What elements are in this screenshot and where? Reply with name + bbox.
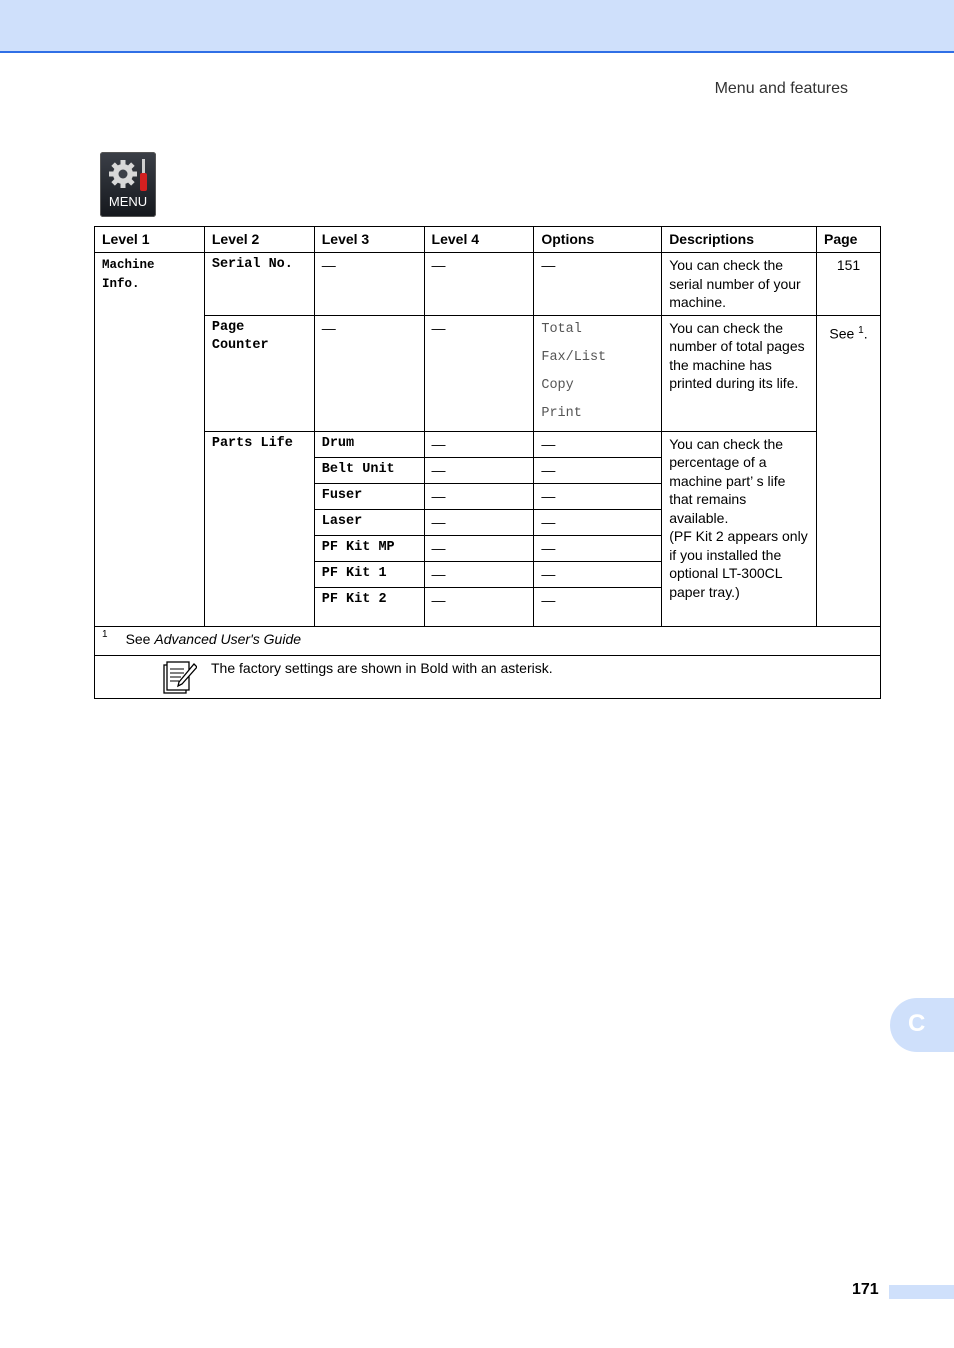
- level4-dash: —: [424, 535, 534, 561]
- option-print: Print: [541, 405, 582, 421]
- menu-label: MENU: [108, 194, 148, 209]
- level4-dash: —: [424, 483, 534, 509]
- level4-dash: —: [424, 509, 534, 535]
- level3-fuser: Fuser: [314, 483, 424, 509]
- footnote-ref: 1: [858, 324, 864, 336]
- footnote-number: 1: [102, 628, 108, 640]
- description-serial: You can check the serial number of your machine.: [662, 253, 817, 316]
- note-text: The factory settings are shown in Bold with an asterisk.: [211, 659, 553, 676]
- page-see-text: See: [829, 325, 859, 342]
- option-total: Total: [541, 321, 582, 337]
- level3-belt-unit: Belt Unit: [314, 457, 424, 483]
- level4-dash: —: [424, 457, 534, 483]
- section-tab-c: [890, 998, 954, 1052]
- menu-icon: [100, 152, 156, 217]
- column-header-level1: Level 1: [95, 227, 205, 253]
- options-dash: —: [534, 253, 662, 316]
- column-header-level2: Level 2: [204, 227, 314, 253]
- level2-parts-life: Parts Life: [204, 431, 314, 626]
- level3-dash: —: [314, 315, 424, 431]
- options-dash: —: [534, 483, 662, 509]
- level4-dash: —: [424, 587, 534, 626]
- options-dash: —: [534, 509, 662, 535]
- options-dash: —: [534, 457, 662, 483]
- column-header-options: Options: [534, 227, 662, 253]
- page-serial: 151: [817, 253, 881, 316]
- description-parts-life-note: (PF Kit 2 appears only if you installed the optional LT-300CL paper tray.): [669, 528, 808, 600]
- level3-dash: —: [314, 253, 424, 316]
- column-header-page: Page: [817, 227, 881, 253]
- level2-page-counter: Page Counter: [204, 315, 314, 431]
- options-dash: —: [534, 431, 662, 457]
- option-copy: Copy: [541, 377, 574, 393]
- level3-pf-kit-mp: PF Kit MP: [314, 535, 424, 561]
- page-number-bar: [889, 1285, 954, 1299]
- column-header-level3: Level 3: [314, 227, 424, 253]
- level4-dash: —: [424, 315, 534, 431]
- options-dash: —: [534, 535, 662, 561]
- options-dash: —: [534, 561, 662, 587]
- level1-machine-info: Machine Info.: [95, 253, 205, 627]
- footnote-prefix: See: [125, 630, 155, 647]
- description-parts-life: [662, 431, 817, 626]
- page-see-suffix: .: [863, 325, 868, 342]
- level2-serial-no: Serial No.: [204, 253, 314, 316]
- level4-dash: —: [424, 561, 534, 587]
- level3-pf-kit-1: PF Kit 1: [314, 561, 424, 587]
- footnote-guide-title: Advanced User's Guide: [154, 630, 302, 647]
- note-row: [95, 655, 881, 698]
- level3-pf-kit-2: PF Kit 2: [314, 587, 424, 626]
- options-page-counter: [534, 315, 662, 431]
- top-band: [0, 0, 954, 53]
- page-page-counter: [817, 315, 881, 626]
- column-header-level4: Level 4: [424, 227, 534, 253]
- column-header-descriptions: Descriptions: [662, 227, 817, 253]
- description-parts-life-text: You can check the percentage of a machine part’ s life that remains available.: [669, 435, 786, 526]
- level3-laser: Laser: [314, 509, 424, 535]
- description-page-counter: You can check the number of total pages the machine has printed during its life.: [662, 315, 817, 431]
- footnote-cell: [95, 626, 881, 655]
- note-pencil-icon: [161, 660, 197, 696]
- menu-table: [94, 226, 881, 699]
- gear-icon: [106, 157, 150, 195]
- option-fax-list: Fax/List: [541, 349, 607, 365]
- footnote-row: [95, 626, 881, 655]
- table-row: [95, 253, 881, 316]
- level4-dash: —: [424, 253, 534, 316]
- section-tab-label: C: [908, 1010, 926, 1037]
- options-dash: —: [534, 587, 662, 626]
- table-row: [95, 431, 881, 457]
- level4-dash: —: [424, 431, 534, 457]
- page-header-title: Menu and features: [714, 80, 848, 97]
- note-cell: [95, 655, 881, 698]
- level3-drum: Drum: [314, 431, 424, 457]
- table-header-row: [95, 227, 881, 253]
- page-number: 171: [852, 1281, 879, 1298]
- table-row: [95, 315, 881, 431]
